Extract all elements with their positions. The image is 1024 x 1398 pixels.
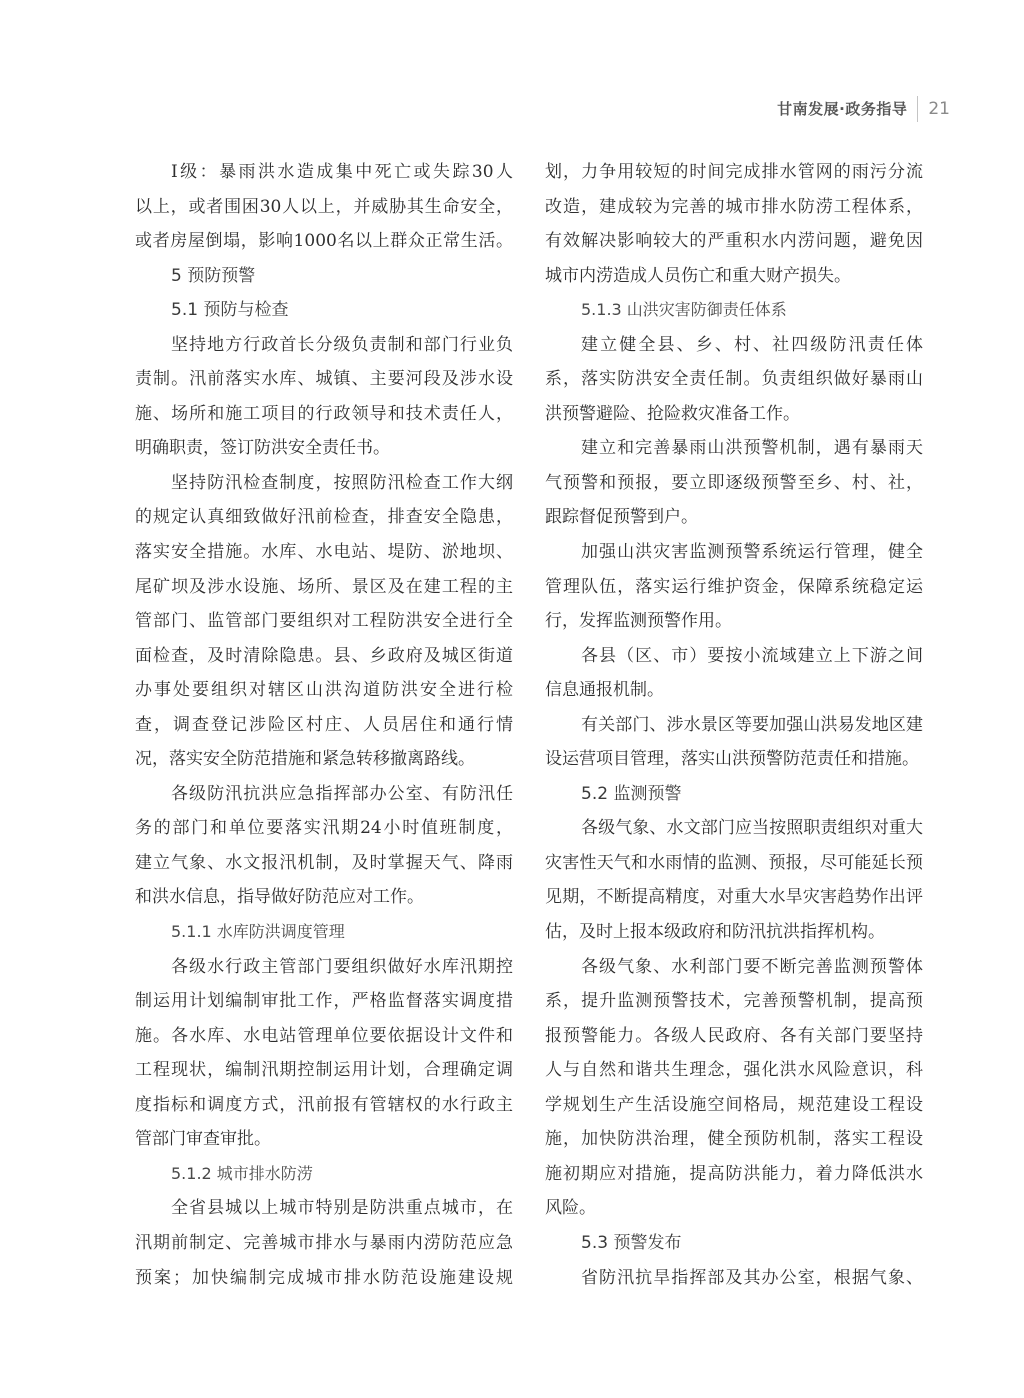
paragraph: [135, 1191, 513, 1295]
section-heading: 5.2 监测预警: [581, 783, 682, 804]
paragraph: [545, 1261, 923, 1296]
text-line: 施初期应对措施，提高防洪能力，着力降低洪水: [545, 1163, 923, 1184]
section-heading: 5 预防预警: [171, 265, 256, 286]
text-line: 各级气象、水利部门要不断完善监测预警体: [581, 956, 923, 977]
paragraph: [135, 328, 513, 466]
text-line: 管理队伍，落实运行维护资金，保障系统稳定运: [545, 576, 923, 597]
text-line: 建立气象、水文报汛机制，及时掌握天气、降雨: [135, 852, 513, 873]
paragraph: [545, 708, 923, 777]
text-line: 洪预警避险、抢险救灾准备工作。: [545, 403, 800, 424]
text-line: 系，落实防洪安全责任制。负责组织做好暴雨山: [545, 369, 923, 390]
page-number: 21: [928, 99, 950, 119]
text-line: 的规定认真细致做好汛前检查，排查安全隐患，: [135, 507, 513, 528]
text-line: 有关部门、涉水景区等要加强山洪易发地区建: [581, 714, 923, 735]
paragraph: [545, 950, 923, 1226]
text-line: 汛期前制定、完善城市排水与暴雨内涝防范应急: [135, 1232, 513, 1253]
text-line: 坚持防汛检查制度，按照防汛检查工作大纲: [171, 472, 513, 493]
text-line: 施。各水库、水电站管理单位要依据设计文件和: [135, 1025, 513, 1046]
section-heading: 5.1 预防与检查: [171, 300, 289, 321]
text-line: 施，加快防洪治理，健全预防机制，落实工程设: [545, 1129, 923, 1150]
paragraph: [545, 328, 923, 432]
subsection-heading: 5.1.3 山洪灾害防御责任体系: [581, 300, 787, 320]
text-line: 尾矿坝及涉水设施、场所、景区及在建工程的主: [135, 576, 513, 597]
text-line: 灾害性天气和水雨情的监测、预报，尽可能延长预: [545, 852, 923, 873]
subsection-heading: 5.1.1 水库防洪调度管理: [171, 922, 345, 942]
header-divider: [917, 96, 918, 122]
text-line: 以上，或者围困30人以上，并威胁其生命安全，: [135, 196, 513, 217]
paragraph: [545, 155, 923, 293]
text-line: 省防汛抗旱指挥部及其办公室，根据气象、: [581, 1267, 923, 1288]
left-column: [135, 155, 513, 1295]
text-line: 责制。汛前落实水库、城镇、主要河段及涉水设: [135, 369, 513, 390]
text-line: 况，落实安全防范措施和紧急转移撤离路线。: [135, 749, 475, 770]
text-line: 行，发挥监测预警作用。: [545, 611, 732, 632]
text-line: 学规划生产生活设施空间格局，规范建设工程设: [545, 1094, 923, 1115]
text-line: 和洪水信息，指导做好防范应对工作。: [135, 887, 424, 908]
paragraph: [545, 639, 923, 708]
running-header: [777, 96, 950, 122]
section-heading: 5.3 预警发布: [581, 1232, 682, 1253]
paragraph: [545, 811, 923, 949]
text-line: 人与自然和谐共生理念，强化洪水风险意识，科: [545, 1060, 923, 1081]
text-line: 落实安全措施。水库、水电站、堤防、淤地坝、: [135, 542, 513, 563]
text-line: 系，提升监测预警技术，完善预警机制，提高预: [545, 991, 923, 1012]
text-line: 报预警能力。各级人民政府、各有关部门要坚持: [545, 1025, 923, 1046]
text-line: 面检查，及时清除隐患。县、乡政府及城区街道: [135, 645, 513, 666]
text-line: 各县（区、市）要按小流域建立上下游之间: [581, 645, 923, 666]
paragraph: [545, 431, 923, 535]
text-line: 划，力争用较短的时间完成排水管网的雨污分流: [545, 162, 923, 182]
paragraph: [135, 777, 513, 915]
text-line: 气预警和预报，要立即逐级预警至乡、村、社，: [545, 472, 923, 493]
text-line: 建立和完善暴雨山洪预警机制，遇有暴雨天: [581, 438, 923, 459]
text-line: 施、场所和施工项目的行政领导和技术责任人，: [135, 403, 513, 424]
paragraph: [545, 535, 923, 639]
text-line: 管部门、监管部门要组织对工程防洪安全进行全: [135, 611, 513, 632]
text-line: 跟踪督促预警到户。: [545, 507, 698, 528]
section-title: 甘南发展·政务指导: [777, 100, 908, 118]
text-line: 预案；加快编制完成城市排水防范设施建设规: [135, 1267, 513, 1288]
text-line: 风险。: [545, 1198, 596, 1219]
text-line: 各级防汛抗洪应急指挥部办公室、有防汛任: [171, 783, 513, 804]
text-line: 建立健全县、乡、村、社四级防汛责任体: [581, 334, 923, 355]
text-line: 设运营项目管理，落实山洪预警防范责任和措施。: [545, 749, 919, 770]
text-line: 办事处要组织对辖区山洪沟道防洪安全进行检: [135, 680, 513, 701]
text-line: 坚持地方行政首长分级负责制和部门行业负: [171, 334, 513, 355]
text-line: 查，调查登记涉险区村庄、人员居住和通行情: [135, 714, 513, 735]
right-column: [545, 155, 923, 1295]
text-line: 各级气象、水文部门应当按照职责组织对重大: [581, 818, 923, 839]
text-line: 估，及时上报本级政府和防汛抗洪指挥机构。: [545, 922, 885, 943]
text-line: 明确职责，签订防洪安全责任书。: [135, 438, 390, 459]
subsection-heading: 5.1.2 城市排水防涝: [171, 1163, 313, 1183]
paragraph: [135, 950, 513, 1157]
text-line: 城市内涝造成人员伤亡和重大财产损失。: [545, 265, 851, 286]
text-line: 全省县城以上城市特别是防洪重点城市，在: [171, 1198, 513, 1219]
text-line: 务的部门和单位要落实汛期24小时值班制度，: [135, 818, 513, 839]
text-line: Ⅰ级：暴雨洪水造成集中死亡或失踪30人: [171, 162, 513, 182]
text-line: 加强山洪灾害监测预警系统运行管理，健全: [581, 542, 923, 563]
text-line: 或者房屋倒塌，影响1000名以上群众正常生活。: [135, 231, 513, 252]
text-line: 度指标和调度方式，汛前报有管辖权的水行政主: [135, 1094, 513, 1115]
text-line: 工程现状，编制汛期控制运用计划，合理确定调: [135, 1060, 513, 1081]
text-line: 各级水行政主管部门要组织做好水库汛期控: [171, 956, 513, 977]
text-line: 管部门审查审批。: [135, 1129, 271, 1150]
text-line: 改造，建成较为完善的城市排水防涝工程体系，: [545, 196, 923, 217]
text-line: 信息通报机制。: [545, 680, 664, 701]
paragraph: [135, 466, 513, 777]
text-line: 见期，不断提高精度，对重大水旱灾害趋势作出评: [545, 887, 923, 908]
paragraph: [135, 155, 513, 259]
text-line: 有效解决影响较大的严重积水内涝问题，避免因: [545, 231, 923, 252]
text-line: 制运用计划编制审批工作，严格监督落实调度措: [135, 991, 513, 1012]
